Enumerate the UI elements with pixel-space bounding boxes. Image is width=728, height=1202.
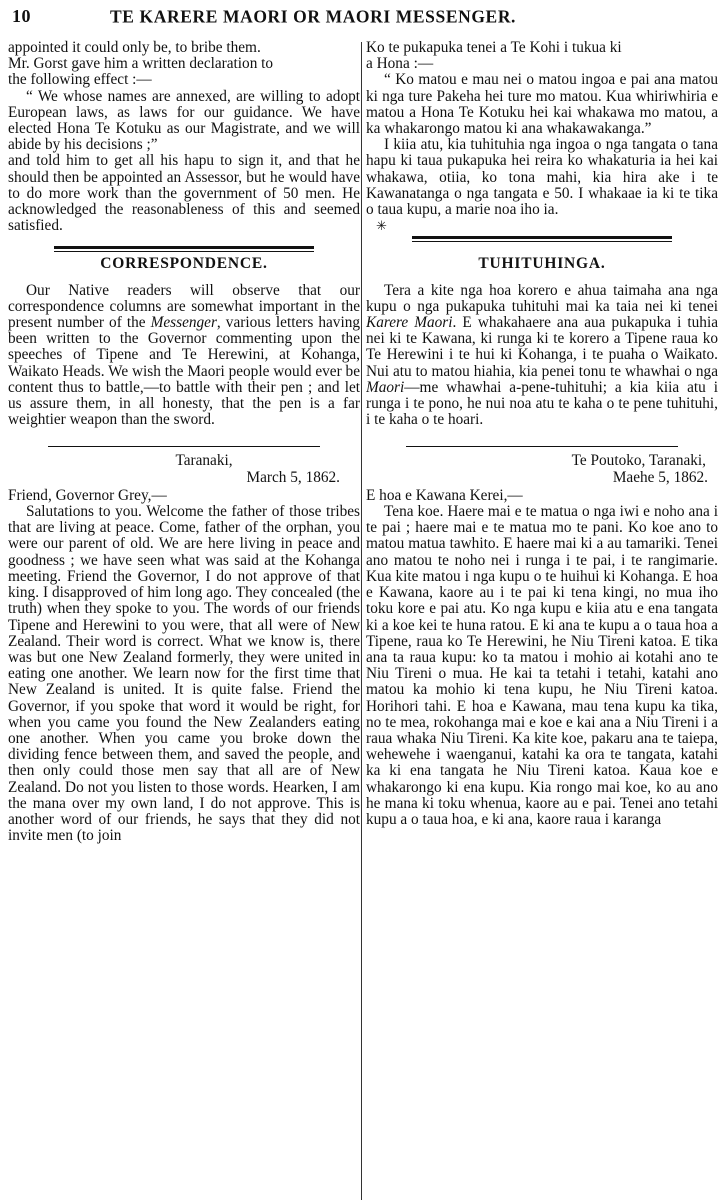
- letter-date-maori: Maehe 5, 1862.: [612, 468, 708, 486]
- maori-column: [366, 40, 718, 1200]
- letter-date: March 5, 1862.: [246, 468, 340, 486]
- declaration-closing: and told him to get all his hapu to sign it, and that he should then be appointed an Assessor, but he would have to do more work than the government of 50 men. He acknowledged the reasonableness of this and seemed satisfied.: [8, 152, 360, 235]
- correspondence-text-1: Our Native readers will observe that our correspondence columns are somewhat important in the present number of the: [8, 281, 360, 332]
- newspaper-title: TE KARERE MAORI OR MAORI MESSENGER.: [110, 5, 517, 27]
- page-header: [0, 0, 728, 32]
- letter-salutation: Friend, Governor Grey,—: [8, 486, 167, 504]
- tuhituhinga-text-3: —me whawhai a-pene-tuhituhi; a kia kiia atu i runga i te pono, he nui noa atu te kaha o te pene tuhituhi, i te kaha o te hoari.: [366, 378, 718, 429]
- declaration-closing-maori: [366, 137, 718, 218]
- letter-rule-maori: [406, 446, 678, 447]
- declaration-quote: “ We whose names are annexed, are willing to adopt European laws, as laws for our guidance. We have elected Hona Te Kotuku as our Magistrate, and we will abide by his decisions ;”: [8, 87, 360, 154]
- maori-word: Maori: [366, 378, 405, 396]
- star-ornament: ✳: [376, 218, 387, 234]
- intro-line-1-maori: Ko te pukapuka tenei a Te Kohi i tukua ki: [366, 40, 622, 56]
- correspondence-paragraph: [8, 283, 360, 429]
- section-rule: [54, 246, 314, 252]
- tuhituhinga-text-2: . E whakahaere ana aua pukapuka i tuhia nei ki te Kawana, ki runga ki te korero a Tipene raua ko Te Herewini i te hui ki Kohanga, i te puaha o Waikato. Nui atu to matou hiahia, kia penei tonu te whawhai o nga: [366, 314, 718, 380]
- letter-rule: [48, 446, 320, 447]
- section-rule-maori: [412, 236, 672, 242]
- english-column: [8, 40, 360, 1200]
- tuhituhinga-heading: TUHITUHINGA.: [478, 255, 606, 273]
- letter-place: Taranaki,: [175, 452, 233, 470]
- tuhituhinga-paragraph: [366, 283, 718, 429]
- correspondence-text-2: , various letters having been written to the Governor commenting upon the speeches of Tipene and Te Herewini, at Kohanga, Waikato Heads. We wish the Maori people would ever be content thus to battle,—to battle with their pen ; and let us assure them, in all honesty, that the pen is a far weightier weapon than the sword.: [8, 314, 360, 429]
- karere-maori-title: Karere Maori: [366, 314, 453, 332]
- closing-text-maori: I kiia atu, kia tuhituhia nga ingoa o nga tangata o tana hapu ki taua pukapuka hei reira ko whakaturia ia hei kai whakawa, otiia, ko tona mahi, kia hira ake i te Kawanatanga o nga tangata e 50. I whakaae ia ki te tika o taua kupu, a marie noa iho ia.: [366, 136, 718, 219]
- intro-line-1: appointed it could only be, to bribe them.: [8, 40, 261, 56]
- letter-salutation-maori: E hoa e Kawana Kerei,—: [366, 486, 523, 504]
- intro-line-2: Mr. Gorst gave him a written declaration to: [8, 55, 274, 73]
- intro-line-2-maori: a Hona :—: [366, 55, 434, 73]
- page-number: 10: [12, 6, 31, 26]
- declaration-quote-maori: “ Ko matou e mau nei o matou ingoa e pai ana matou ki nga ture Pakeha hei ture mo matou. Kua whiriwhiria e matou a Hona Te Kotuku hei kai whakawa mo matou, a ka whakarongo matou ki ana whakawakanga.”: [366, 71, 718, 138]
- intro-line-3: the following effect :—: [8, 71, 152, 89]
- column-divider: [361, 42, 362, 1200]
- letter-body: Salutations to you. Welcome the father of those tribes that are living at peace. Come, father of the orphan, you were our parent of old. We are here living in peace and goodness ; we have seen what was said at the Kohanga meeting. Friend the Governor, I do not approve of that king. I disapproved of him long ago. They concealed (the truth) when they spoke to you. The words of our friends Tipene and Herewini to you were, that all were of New Zealand. Their word is correct. What we know is, there was but one New Zealand formerly, they were united in eating one another. We learn now for the first time that New Zealand is united. It is quite false. Friend the Governor, if you spoke that word it would be right, for when you came you found the New Zealanders eating one another. When you came you broke down the dividing fence between them, and saved the people, and then only could those men say that all are of New Zealand. Do not you listen to those words. Hearken, I am the mana over my own land, I do not approve. This is another word of our friends, he says that they did not invite men (to join: [8, 503, 360, 845]
- letter-body-maori: Tena koe. Haere mai e te matua o nga iwi e noho ana i te pai ; haere mai e te matua mo te pani. Ko koe ano to matou matua tawhito. E haere mai ki a au tamariki. Tenei ano matou te noho nei i runga i te pai, i te rangimarie. Kua kite matou i nga kupu o te huihui ki Kohanga. E hoa e Kawana, kaore au i te pai ki tena kingi, no mua iho toku kore e pai atu. Ko nga kupu e kiia atu e ena tangata ki a koe kei te huna ratou. E ki ana te kupu a o taua hoa a Tipene, raua ko Te Herewini, he Niu Tireni katoa. E tika ana ta raua kupu: ko ta matou i mohio ai kotahi ano te Niu Tireni o mua. He kai ta tetahi i tetahi, katahi ano matou ka mohio ki tena kupu, he Niu Tireni katoa. Horihori tahi. E hoa e Kawana, mau tena kupu ka tika, no te mea, rokohanga mai e koe e kai ana a Niu Tireni i a raua whaka Niu Tireni. Ka kite koe, pakaru ana te taiepa, wehewehe i waenganui, katahi ka ora te tangata, katahi ka ki ena tangata he Niu Tireni katoa. Kaua koe e whakarongo ki ena kupu. Kia rongo mai koe, ko au ano he mana ki toku whenua, kaore au e pai. Tenei ano tetahi kupu a o taua hoa, e ki ana, kaore raua i karanga: [366, 503, 718, 828]
- correspondence-heading: CORRESPONDENCE.: [100, 255, 268, 273]
- letter-place-maori: Te Poutoko, Taranaki,: [571, 452, 706, 470]
- tuhituhinga-text-1: Tera a kite nga hoa korero e ahua taimaha ana nga kupu o nga pukapuka tuhituhi mai ka taia nei ki tenei: [366, 281, 718, 315]
- messenger-title: Messenger: [150, 314, 217, 332]
